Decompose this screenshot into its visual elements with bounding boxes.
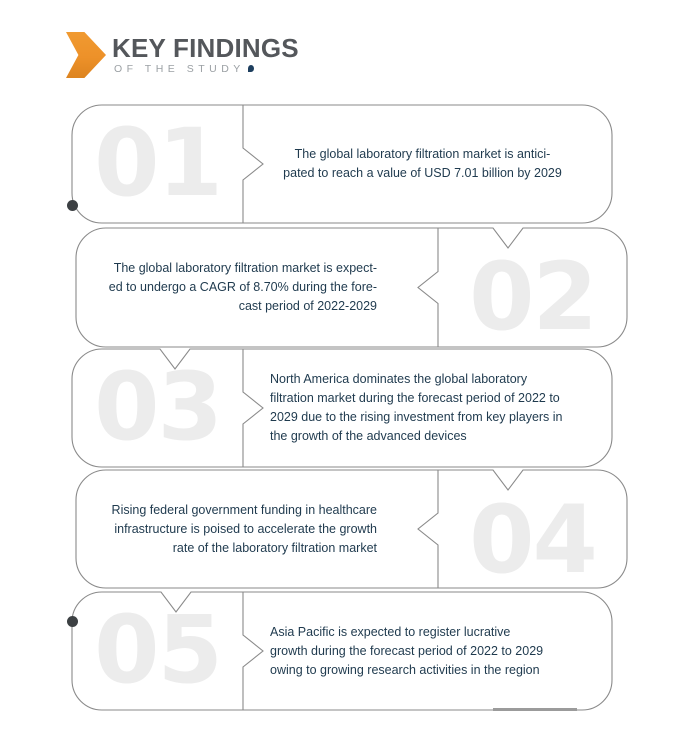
page-subtitle-text: OF THE STUDY — [114, 63, 245, 75]
finding-number: 05 — [94, 596, 221, 705]
finding-text-line: Asia Pacific is expected to register lucrative — [270, 624, 511, 639]
finding-text — [243, 105, 602, 223]
finding-text — [100, 470, 377, 588]
finding-text-line: filtration market during the forecast period of 2022 to — [270, 391, 560, 405]
page-title: KEY FINDINGS — [112, 33, 299, 63]
orange-arrow-right-icon — [66, 32, 106, 78]
finding-text-line: cast period of 2022-2029 — [238, 299, 377, 313]
finding-text-line: ed to undergo a CAGR of 8.70% during the fore- — [108, 280, 377, 294]
finding-text-line: Rising federal government funding in healthcare — [111, 502, 377, 517]
finding-number: 04 — [469, 486, 596, 595]
finding-text — [100, 228, 377, 347]
finding-bubble-03 — [72, 349, 612, 467]
finding-bubble-02 — [76, 228, 627, 352]
connector-dot-bottom — [67, 616, 78, 627]
finding-text-line: the growth of the advanced devices — [270, 429, 467, 443]
finding-number: 02 — [469, 242, 596, 352]
finding-text — [270, 592, 606, 710]
finding-text-line: pated to reach a value of USD 7.01 billion by 2029 — [283, 166, 562, 180]
finding-text-line: 2029 due to the rising investment from key players in — [270, 410, 563, 424]
finding-number: 01 — [94, 109, 221, 218]
finding-text-line: owing to growing research activities in the region — [270, 662, 540, 677]
connector-dot-top — [67, 200, 78, 211]
finding-text-line: infrastructure is poised to accelerate the growth — [114, 521, 377, 536]
finding-bubble-04 — [76, 470, 627, 595]
bottom-accent-bar — [493, 708, 577, 711]
finding-text-line: North America dominates the global laboratory — [270, 372, 528, 386]
finding-text-line: The global laboratory filtration market is expect- — [113, 261, 377, 275]
finding-text-line: rate of the laboratory filtration market — [172, 540, 377, 555]
finding-text-line: growth during the forecast period of 2022 to 2029 — [270, 643, 544, 658]
finding-bubble-01 — [72, 105, 612, 223]
finding-bubble-05 — [72, 592, 612, 710]
finding-text — [270, 349, 606, 467]
finding-text-line: The global laboratory filtration market is antici- — [294, 147, 551, 161]
page-subtitle — [114, 63, 254, 75]
logo-dot-icon — [248, 65, 254, 72]
finding-number: 03 — [94, 353, 221, 462]
